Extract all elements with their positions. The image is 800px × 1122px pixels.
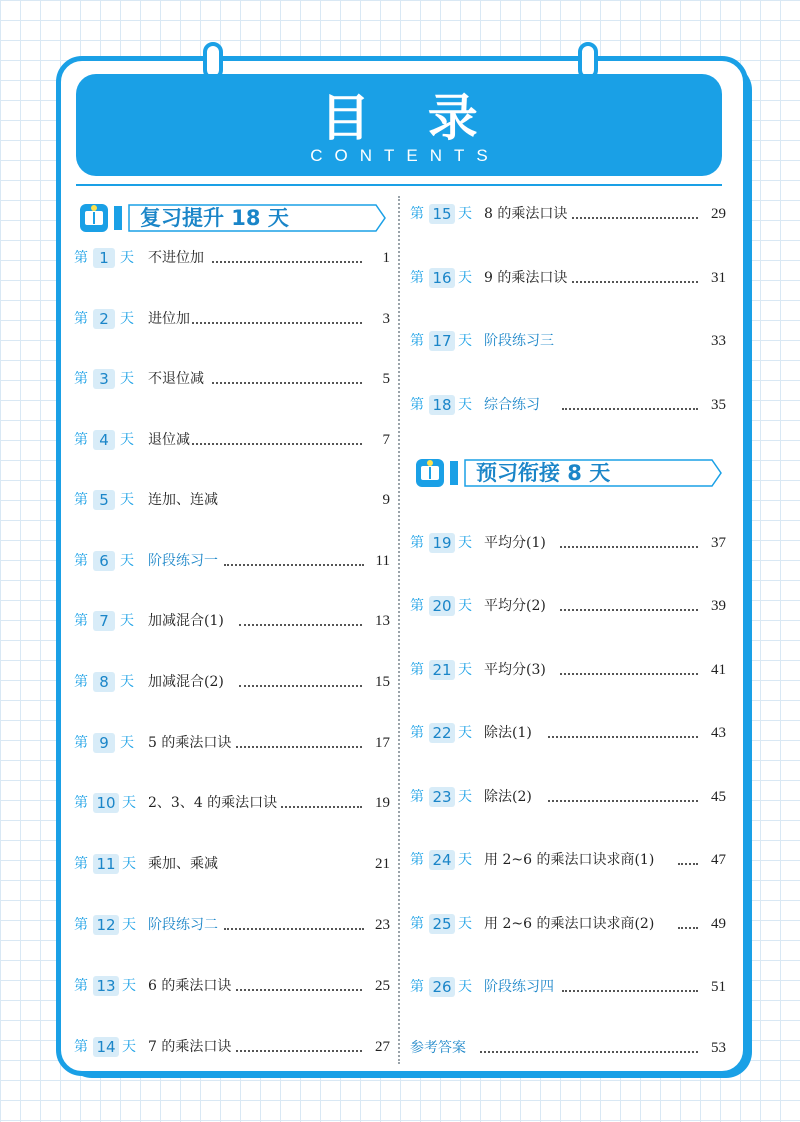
entry-title: 除法(2) <box>484 786 534 808</box>
page-number: 53 <box>711 1040 726 1056</box>
entry-title: 平均分(1) <box>484 532 548 554</box>
day-label: 第 13 天 <box>74 977 136 995</box>
entry-title: 用 2~6 的乘法口诀求商(2) <box>484 913 656 935</box>
day-number: 20 <box>429 596 455 616</box>
day-number: 17 <box>429 331 455 351</box>
toc-entry[interactable] <box>410 394 726 416</box>
toc-entry[interactable] <box>410 267 726 289</box>
toc-entry[interactable] <box>74 975 390 997</box>
day-label: 第 16 天 <box>410 269 472 287</box>
day-label: 第 19 天 <box>410 534 472 552</box>
day-number: 5 <box>93 490 115 510</box>
toc-entry[interactable] <box>74 792 390 814</box>
page-number: 21 <box>375 856 390 872</box>
entry-title: 不退位减 <box>148 368 206 390</box>
day-number: 13 <box>93 976 119 996</box>
day-number: 9 <box>93 733 115 753</box>
section-bar <box>114 206 122 230</box>
toc-entry-answers[interactable] <box>410 1037 726 1059</box>
toc-entry[interactable] <box>410 659 726 681</box>
toc-entry[interactable] <box>410 913 726 935</box>
entry-title: 阶段练习四 <box>484 976 556 998</box>
day-number: 22 <box>429 723 455 743</box>
day-label: 第 7 天 <box>74 612 134 630</box>
entry-title: 退位减 <box>148 429 192 451</box>
day-label: 第 24 天 <box>410 851 472 869</box>
entry-title: 综合练习 <box>484 394 542 416</box>
entry-title: 用 2~6 的乘法口诀求商(1) <box>484 849 656 871</box>
day-number: 2 <box>93 309 115 329</box>
day-number: 3 <box>93 369 115 389</box>
page-number: 35 <box>711 397 726 413</box>
page-number: 33 <box>711 333 726 349</box>
page-number: 43 <box>711 725 726 741</box>
toc-entry[interactable] <box>74 671 390 693</box>
day-number: 21 <box>429 660 455 680</box>
entry-title: 加减混合(2) <box>148 671 226 693</box>
page-number: 9 <box>382 492 390 508</box>
toc-entry[interactable] <box>74 489 390 511</box>
page-number: 19 <box>375 795 390 811</box>
toc-entry[interactable] <box>410 849 726 871</box>
section-bar <box>450 461 458 485</box>
section-header-preview <box>416 459 722 487</box>
toc-entry[interactable] <box>74 1036 390 1058</box>
toc-entry[interactable] <box>74 853 390 875</box>
toc-entry[interactable] <box>74 368 390 390</box>
entry-title: 5 的乘法口诀 <box>148 732 233 754</box>
entry-title: 阶段练习二 <box>148 914 220 936</box>
day-number: 14 <box>93 1037 119 1057</box>
day-number: 16 <box>429 268 455 288</box>
toc-entry[interactable] <box>410 203 726 225</box>
day-label: 第 1 天 <box>74 249 134 267</box>
day-number: 10 <box>93 793 119 813</box>
page-number: 11 <box>375 553 390 569</box>
day-number: 23 <box>429 787 455 807</box>
page-number: 27 <box>375 1039 390 1055</box>
day-number: 11 <box>93 854 119 874</box>
day-label: 第 14 天 <box>74 1038 136 1056</box>
day-number: 7 <box>93 611 115 631</box>
day-number: 18 <box>429 395 455 415</box>
toc-entry[interactable] <box>410 976 726 998</box>
entry-title: 连加、连减 <box>148 489 220 511</box>
toc-entry[interactable] <box>410 532 726 554</box>
header-banner <box>76 74 722 176</box>
page-number: 41 <box>711 662 726 678</box>
day-number: 4 <box>93 430 115 450</box>
entry-title: 阶段练习三 <box>484 330 556 352</box>
day-label: 第 25 天 <box>410 915 472 933</box>
page-number: 3 <box>382 311 390 327</box>
day-number: 19 <box>429 533 455 553</box>
page-subtitle: CONTENTS <box>310 146 500 165</box>
entry-title: 阶段练习一 <box>148 550 220 572</box>
toc-entry[interactable] <box>74 550 390 572</box>
page-title: 目 录 <box>320 89 498 147</box>
entry-title: 不进位加 <box>148 247 206 269</box>
entry-title: 6 的乘法口诀 <box>148 975 233 997</box>
page-number: 17 <box>375 735 390 751</box>
toc-entry[interactable] <box>74 610 390 632</box>
day-label: 第 10 天 <box>74 794 136 812</box>
page-number: 23 <box>375 917 390 933</box>
entry-title: 2、3、4 的乘法口诀 <box>148 792 279 814</box>
page-number: 51 <box>711 979 726 995</box>
toc-entry[interactable] <box>74 732 390 754</box>
day-label: 第 17 天 <box>410 332 472 350</box>
column-divider <box>398 196 400 1064</box>
entry-title: 乘加、乘减 <box>148 853 220 875</box>
section-header-review <box>80 204 386 232</box>
day-label: 第 9 天 <box>74 734 134 752</box>
day-label: 第 8 天 <box>74 673 134 691</box>
toc-entry[interactable] <box>410 595 726 617</box>
entry-title: 除法(1) <box>484 722 534 744</box>
page-number: 7 <box>382 432 390 448</box>
toc-entry[interactable] <box>410 786 726 808</box>
day-label: 第 15 天 <box>410 205 472 223</box>
page-number: 45 <box>711 789 726 805</box>
page-number: 25 <box>375 978 390 994</box>
day-number: 26 <box>429 977 455 997</box>
section-title: 复习提升 18 天 <box>140 206 289 230</box>
entry-title: 8 的乘法口诀 <box>484 203 569 225</box>
entry-title: 加减混合(1) <box>148 610 226 632</box>
toc-entry[interactable] <box>74 308 390 330</box>
book-icon <box>416 459 444 487</box>
page-number: 1 <box>382 250 390 266</box>
entry-title: 平均分(3) <box>484 659 548 681</box>
day-label: 第 6 天 <box>74 552 134 570</box>
day-label: 第 11 天 <box>74 855 136 873</box>
day-label: 第 23 天 <box>410 788 472 806</box>
book-icon <box>80 204 108 232</box>
entry-title: 9 的乘法口诀 <box>484 267 569 289</box>
toc-entry[interactable] <box>74 914 390 936</box>
entry-title: 平均分(2) <box>484 595 548 617</box>
page-number: 39 <box>711 598 726 614</box>
day-label: 第 22 天 <box>410 724 472 742</box>
page-number: 49 <box>711 916 726 932</box>
day-label: 第 20 天 <box>410 597 472 615</box>
section-title: 预习衔接 8 天 <box>476 461 611 485</box>
day-number: 15 <box>429 204 455 224</box>
day-label: 第 5 天 <box>74 491 134 509</box>
page-number: 15 <box>375 674 390 690</box>
answers-title: 参考答案 <box>410 1040 466 1056</box>
toc-entry[interactable] <box>410 722 726 744</box>
day-label: 第 3 天 <box>74 370 134 388</box>
day-label: 第 18 天 <box>410 396 472 414</box>
day-label: 第 21 天 <box>410 661 472 679</box>
entry-title: 7 的乘法口诀 <box>148 1036 233 1058</box>
toc-entry[interactable] <box>74 429 390 451</box>
day-number: 1 <box>93 248 115 268</box>
header-divider <box>76 184 722 186</box>
day-label: 第 4 天 <box>74 431 134 449</box>
page-number: 5 <box>382 371 390 387</box>
toc-entry[interactable] <box>74 247 390 269</box>
day-label: 第 12 天 <box>74 916 136 934</box>
day-number: 24 <box>429 850 455 870</box>
entry-title: 进位加 <box>148 308 192 330</box>
day-label: 第 26 天 <box>410 978 472 996</box>
day-number: 8 <box>93 672 115 692</box>
day-number: 6 <box>93 551 115 571</box>
page-number: 13 <box>375 613 390 629</box>
page-number: 31 <box>711 270 726 286</box>
day-label: 第 2 天 <box>74 310 134 328</box>
toc-entry[interactable] <box>410 330 726 352</box>
day-number: 25 <box>429 914 455 934</box>
page-number: 29 <box>711 206 726 222</box>
page-number: 37 <box>711 535 726 551</box>
day-number: 12 <box>93 915 119 935</box>
page-number: 47 <box>711 852 726 868</box>
